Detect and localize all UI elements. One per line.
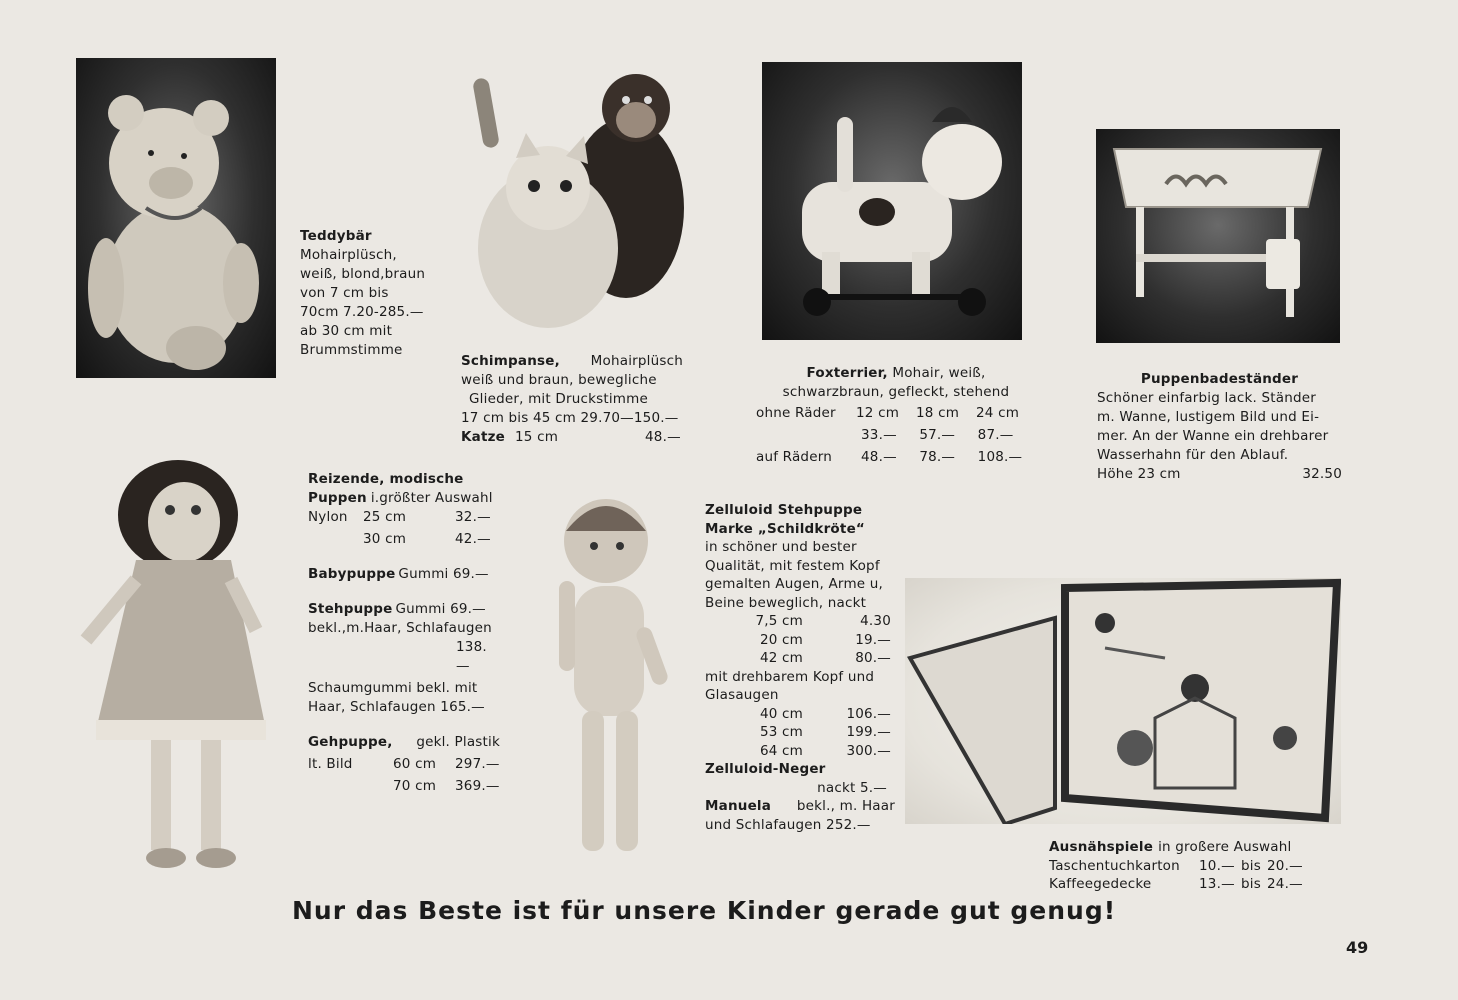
foxterrier-size: 18 cm [916,405,960,421]
teddy-line: Brummstimme [300,342,403,358]
celluloid-neger-title: Zelluloid-Neger [705,761,826,777]
foxterrier-photo [762,62,1022,340]
foxterrier-size: 24 cm [976,405,1020,421]
foxterrier-size: 12 cm [856,405,900,421]
celluloid-price: 19.— [855,631,891,648]
bath-stand-description [1097,370,1342,484]
embroidery-item-label: Taschentuchkarton [1049,857,1180,874]
celluloid-title: Zelluloid Stehpuppe [705,502,863,518]
bath-stand-title: Puppenbadeständer [1140,371,1299,387]
celluloid-doll-illustration [544,486,692,868]
nylon-price: 32.— [455,509,491,525]
celluloid-brand: Marke „Schildkröte“ [705,520,865,537]
bath-stand-line: m. Wanne, lustigem Bild und Ei- [1097,409,1320,425]
walking-doll-label: lt. Bild [308,756,353,772]
girl-doll-photo [66,440,284,888]
chimpanzee-line: weiß und braun, bewegliche [461,372,657,388]
teddy-description [300,227,440,360]
walking-doll-title: Gehpuppe, [308,734,393,750]
walking-doll-price: 369.— [455,778,500,794]
bath-stand-price: 32.50 [1302,466,1342,482]
embroidery-bis: bis [1241,857,1261,874]
foxterrier-price: 108.— [977,449,1023,465]
foam-doll-line: Haar, Schlafaugen 165.— [308,699,485,715]
foxterrier-price: 57.— [919,427,956,443]
doll-bath-stand-illustration [1096,129,1340,343]
foxterrier-price: 48.— [861,449,897,465]
celluloid-line: Beine beweglich, nackt [705,594,867,611]
nylon-size: 25 cm [363,509,407,525]
embroidery-games-photo [905,578,1341,824]
embroidery-games-illustration [905,578,1341,824]
embroidery-selection: in großere Auswahl [1158,839,1292,855]
chimpanzee-title: Schimpanse, [461,353,560,369]
doll-bath-stand-photo [1096,129,1340,343]
bath-stand-line: Wasserhahn für den Ablauf. [1097,447,1289,463]
foxterrier-with-wheels-label: auf Rädern [756,449,832,465]
baby-doll-title: Babypuppe [308,566,396,582]
celluloid-size: 64 cm [759,742,803,759]
dolls-description [308,470,500,796]
dolls-subtitle: Puppen [308,490,367,506]
embroidery-price-from: 10.— [1199,857,1235,874]
celluloid-line: Glasaugen [705,687,779,703]
teddy-line: weiß, blond,braun [300,266,426,282]
cat-size: 15 cm [515,429,559,445]
slogan: Nur das Beste ist für unsere Kinder gerade gut genug! [292,896,1117,925]
chimpanzee-line: 17 cm bis 45 cm 29.70—150.— [461,410,679,426]
celluloid-price: 199.— [846,724,891,740]
page-number: 49 [1346,938,1369,957]
celluloid-size: 7,5 cm [755,613,803,629]
nylon-price: 42.— [455,531,491,547]
celluloid-doll-photo [544,486,692,868]
embroidery-price-from: 13.— [1199,876,1235,892]
chimpanzee-cat-illustration [456,68,688,340]
celluloid-line: gemalten Augen, Arme u, [705,576,884,592]
teddy-line: Mohairplüsch, [300,247,397,263]
manuela-details: bekl., m. Haar [796,798,895,814]
bath-stand-height: Höhe 23 cm [1097,466,1181,482]
foxterrier-line: schwarzbraun, gefleckt, stehend [782,384,1010,400]
teddy-line: ab 30 cm mit [300,323,393,339]
walking-doll-size: 70 cm [393,778,437,794]
standing-doll-line: bekl.,m.Haar, Schlafaugen [308,620,492,636]
foxterrier-price: 87.— [977,427,1014,443]
foxterrier-illustration [762,62,1022,340]
teddy-title: Teddybär [300,228,372,244]
celluloid-neger-price: nackt 5.— [817,779,887,796]
bath-stand-line: Schöner einfarbig lack. Ständer [1097,390,1317,406]
dolls-selection: i.größter Auswahl [370,490,493,506]
foxterrier-price: 33.— [861,427,897,443]
foxterrier-title: Foxterrier, [806,365,888,381]
foxterrier-material: Mohair, weiß, [892,365,986,381]
foxterrier-price: 78.— [919,449,956,465]
chimpanzee-line: Glieder, mit Druckstimme [469,391,648,407]
nylon-label: Nylon [308,509,348,525]
celluloid-line: Qualität, mit festem Kopf [705,557,880,574]
nylon-size: 30 cm [363,531,407,547]
celluloid-size: 42 cm [759,650,803,666]
celluloid-description [705,501,895,834]
standing-doll-price2: 138.— [456,639,487,674]
foxterrier-without-wheels-label: ohne Räder [756,405,836,421]
celluloid-price: 300.— [846,742,891,759]
manuela-line: und Schlafaugen 252.— [705,816,871,833]
celluloid-price: 80.— [855,650,891,666]
walking-doll-size: 60 cm [393,756,437,772]
embroidery-bis: bis [1241,876,1261,892]
manuela-title: Manuela [705,798,772,814]
embroidery-price-to: 24.— [1267,876,1303,892]
embroidery-row [1049,875,1324,894]
foam-doll-line: Schaumgummi bekl. mit [308,680,478,696]
celluloid-size: 40 cm [759,705,803,722]
dolls-title: Reizende, modische [308,471,464,487]
chimpanzee-cat-photo [456,68,688,340]
baby-doll-price: Gummi 69.— [398,566,489,582]
walking-doll-price: 297.— [455,756,500,772]
cat-title: Katze [461,429,506,445]
girl-doll-illustration [66,440,284,888]
teddy-line: 70cm 7.20-285.— [300,304,424,320]
embroidery-price-to: 20.— [1267,857,1303,874]
standing-doll-title: Stehpuppe [308,601,393,617]
embroidery-row [1049,857,1324,876]
embroidery-item-label: Kaffeegedecke [1049,876,1152,892]
teddy-line: von 7 cm bis [300,285,389,301]
celluloid-price: 106.— [846,705,891,722]
teddy-bear-photo [76,58,276,378]
standing-doll-price: Gummi 69.— [395,601,486,617]
bath-stand-line: mer. An der Wanne ein drehbarer [1097,428,1329,444]
celluloid-price: 4.30 [860,613,891,629]
embroidery-title: Ausnähspiele [1049,839,1154,855]
celluloid-size: 20 cm [759,631,803,648]
embroidery-description [1049,838,1324,894]
teddy-bear-illustration [76,58,276,378]
celluloid-line: in schöner und bester [705,539,857,555]
celluloid-line: mit drehbarem Kopf und [705,668,875,685]
celluloid-size: 53 cm [759,724,803,740]
chimpanzee-description [461,352,683,447]
chimpanzee-material: Mohairplüsch [590,353,683,369]
foxterrier-description [756,364,1036,467]
walking-doll-material: gekl. Plastik [416,734,500,750]
cat-price: 48.— [645,429,681,445]
